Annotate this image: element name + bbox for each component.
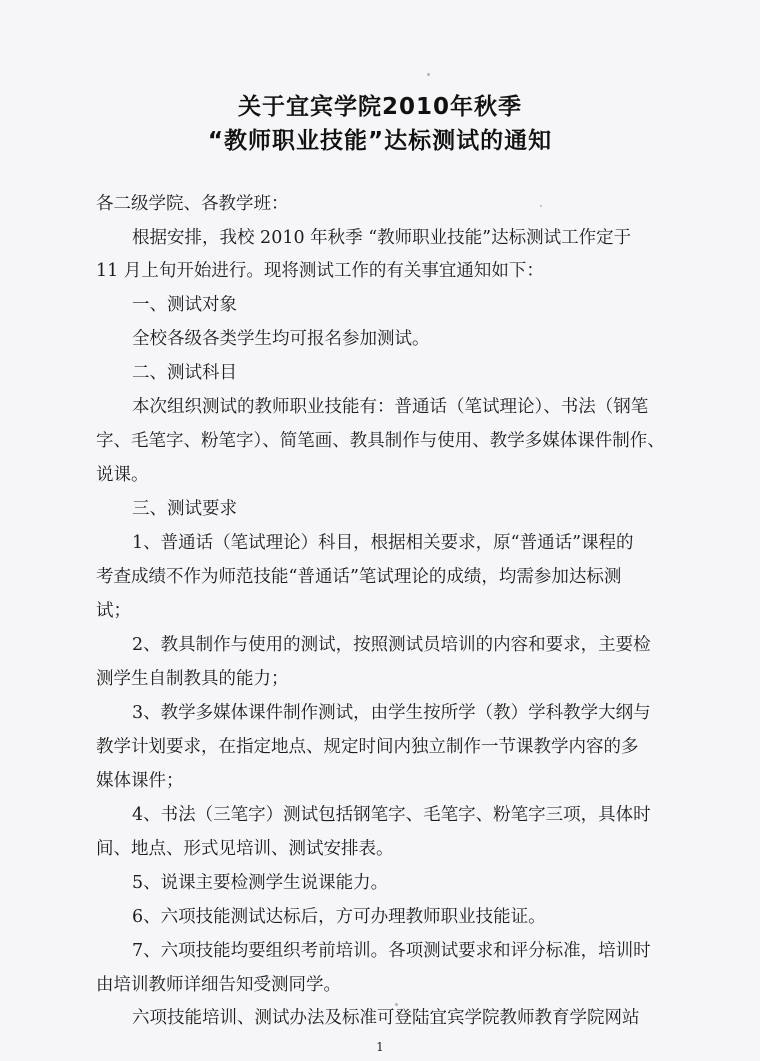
paragraph-line: 3、教学多媒体课件制作测试，由学生按所学（教）学科教学大纲与 bbox=[132, 703, 651, 723]
title-line-1: 关于宜宾学院2010年秋季 bbox=[237, 94, 522, 120]
paragraph-line: 六项技能培训、测试办法及标准可登陆宜宾学院教师教育学院网站 bbox=[132, 1008, 640, 1028]
section-heading: 一、测试对象 bbox=[132, 295, 237, 315]
paragraph-line: 根据安排，我校 2010 年秋季 “教师职业技能”达标测试工作定于 bbox=[132, 228, 632, 248]
paragraph-line: 4、书法（三笔字）测试包括钢笔字、毛笔字、粉笔字三项，具体时 bbox=[132, 805, 651, 825]
paragraph-line: 字、毛笔字、粉笔字）、简笔画、教具制作与使用、教学多媒体课件制作、 bbox=[96, 431, 665, 451]
section-heading: 三、测试要求 bbox=[132, 499, 237, 519]
paragraph-line: 说课。 bbox=[96, 465, 149, 485]
paragraph-line: 考查成绩不作为师范技能“普通话”笔试理论的成绩，均需参加达标测 bbox=[96, 567, 622, 587]
paragraph-line: 1、普通话（笔试理论）科目，根据相关要求，原“普通话”课程的 bbox=[132, 533, 634, 553]
paragraph-line: 5、说课主要检测学生说课能力。 bbox=[132, 873, 389, 893]
scan-speck bbox=[427, 73, 430, 76]
paragraph-line: 6、六项技能测试达标后，方可办理教师职业技能证。 bbox=[132, 907, 546, 927]
scan-speck bbox=[540, 205, 542, 207]
paragraph-line: 2、教具制作与使用的测试，按照测试员培训的内容和要求，主要检 bbox=[132, 635, 651, 655]
paragraph-line: 11 月上旬开始进行。现将测试工作的有关事宜通知如下： bbox=[96, 261, 544, 281]
paragraph-line: 全校各级各类学生均可报名参加测试。 bbox=[132, 329, 430, 349]
paragraph-line: 本次组织测试的教师职业技能有：普通话（笔试理论）、书法（钢笔 bbox=[132, 397, 649, 417]
title-line-2: “教师职业技能”达标测试的通知 bbox=[207, 128, 553, 154]
paragraph-line: 教学计划要求，在指定地点、规定时间内独立制作一节课教学内容的多 bbox=[96, 737, 639, 757]
paragraph-line: 由培训教师详细告知受测同学。 bbox=[96, 975, 341, 995]
scan-speck bbox=[395, 1003, 398, 1006]
paragraph-line: 间、地点、形式见培训、测试安排表。 bbox=[96, 839, 394, 859]
paragraph-line: 7、六项技能均要组织考前培训。各项测试要求和评分标准，培训时 bbox=[132, 941, 651, 961]
section-heading: 二、测试科目 bbox=[132, 363, 237, 383]
paragraph-line: 测学生自制教具的能力； bbox=[96, 669, 289, 689]
paragraph-line: 试； bbox=[96, 601, 131, 621]
page-number: 1 bbox=[376, 1040, 384, 1054]
paragraph-line: 媒体课件； bbox=[96, 771, 184, 791]
salutation: 各二级学院、各教学班： bbox=[96, 194, 289, 214]
